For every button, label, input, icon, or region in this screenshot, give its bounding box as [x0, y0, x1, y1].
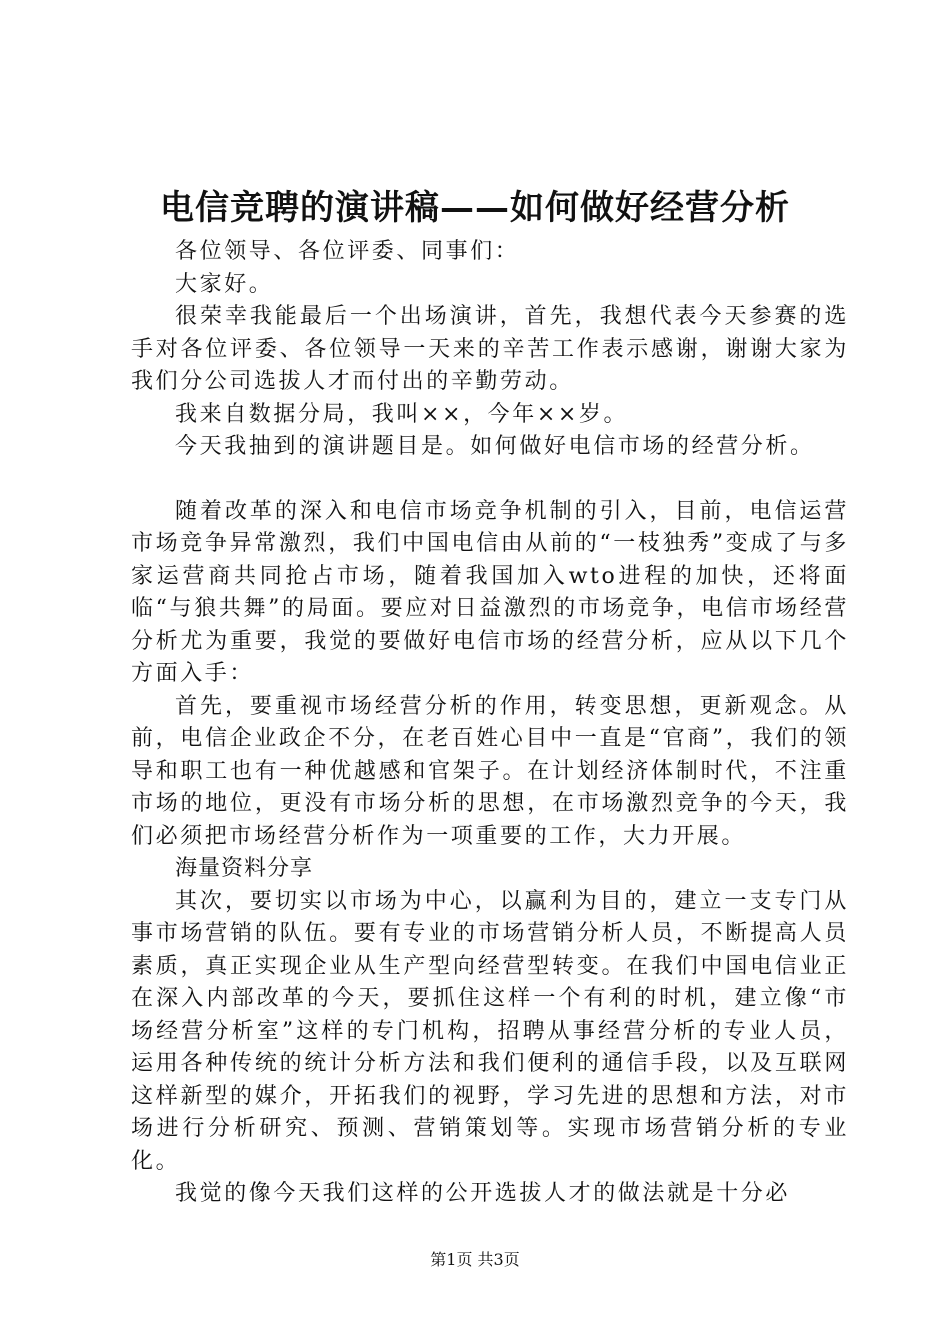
background-paragraph: 随着改革的深入和电信市场竞争机制的引入，目前，电信运营市场竞争异常激烈，我们中国电信由从前的“一枝独秀”变成了与多家运营商共同抢占市场，随着我国加入wto进程的加快，还将面临“与狼共舞”的局面。要应对日益激烈的市场竞争，电信市场经营分析尤为重要，我觉的要做好电信市场的经营分析，应从以下几个方面入手：: [131, 498, 849, 686]
page-footer: 第1页 共3页: [430, 1250, 520, 1269]
second-point-paragraph: 其次，要切实以市场为中心，以赢利为目的，建立一支专门从事市场营销的队伍。要有专业的市场营销分析人员，不断提高人员素质，真正实现企业从生产型向经营型转变。在我们中国电信业正在深入内部改革的今天，要抓住这样一个有利的时机，建立像“市场经营分析室”这样的专门机构，招聘从事经营分析的专业人员，运用各种传统的统计分析方法和我们便利的通信手段，以及互联网这样新型的媒介，开拓我们的视野，学习先进的思想和方法，对市场进行分析研究、预测、营销策划等。实现市场营销分析的专业化。: [131, 888, 849, 1174]
intro-paragraph: 我来自数据分局，我叫××，今年××岁。: [175, 401, 629, 427]
hello-paragraph: 大家好。: [175, 271, 274, 297]
topic-paragraph: 今天我抽到的演讲题目是。如何做好电信市场的经营分析。: [175, 434, 815, 459]
document-title: 电信竞聘的演讲稿——如何做好经营分析: [160, 188, 790, 228]
document-body: [131, 236, 849, 1211]
closing-fragment-paragraph: 我觉的像今天我们这样的公开选拔人才的做法就是十分必: [175, 1181, 791, 1206]
share-label: 海量资料分享: [175, 856, 314, 881]
first-point-paragraph: 首先，要重视市场经营分析的作用，转变思想，更新观念。从前，电信企业政企不分，在老百姓心目中一直是“官商”，我们的领导和职工也有一种优越感和官架子。在计划经济体制时代，不注重市场的地位，更没有市场分析的思想，在市场激烈竞争的今天，我们必须把市场经营分析作为一项重要的工作，大力开展。: [131, 693, 849, 849]
paragraph-gap: [131, 464, 849, 496]
greeting-paragraph: 各位领导、各位评委、同事们：: [175, 239, 520, 264]
thanks-paragraph: 很荣幸我能最后一个出场演讲，首先，我想代表今天参赛的选手对各位评委、各位领导一天来的辛苦工作表示感谢，谢谢大家为我们分公司选拔人才而付出的辛勤劳动。: [131, 304, 849, 394]
